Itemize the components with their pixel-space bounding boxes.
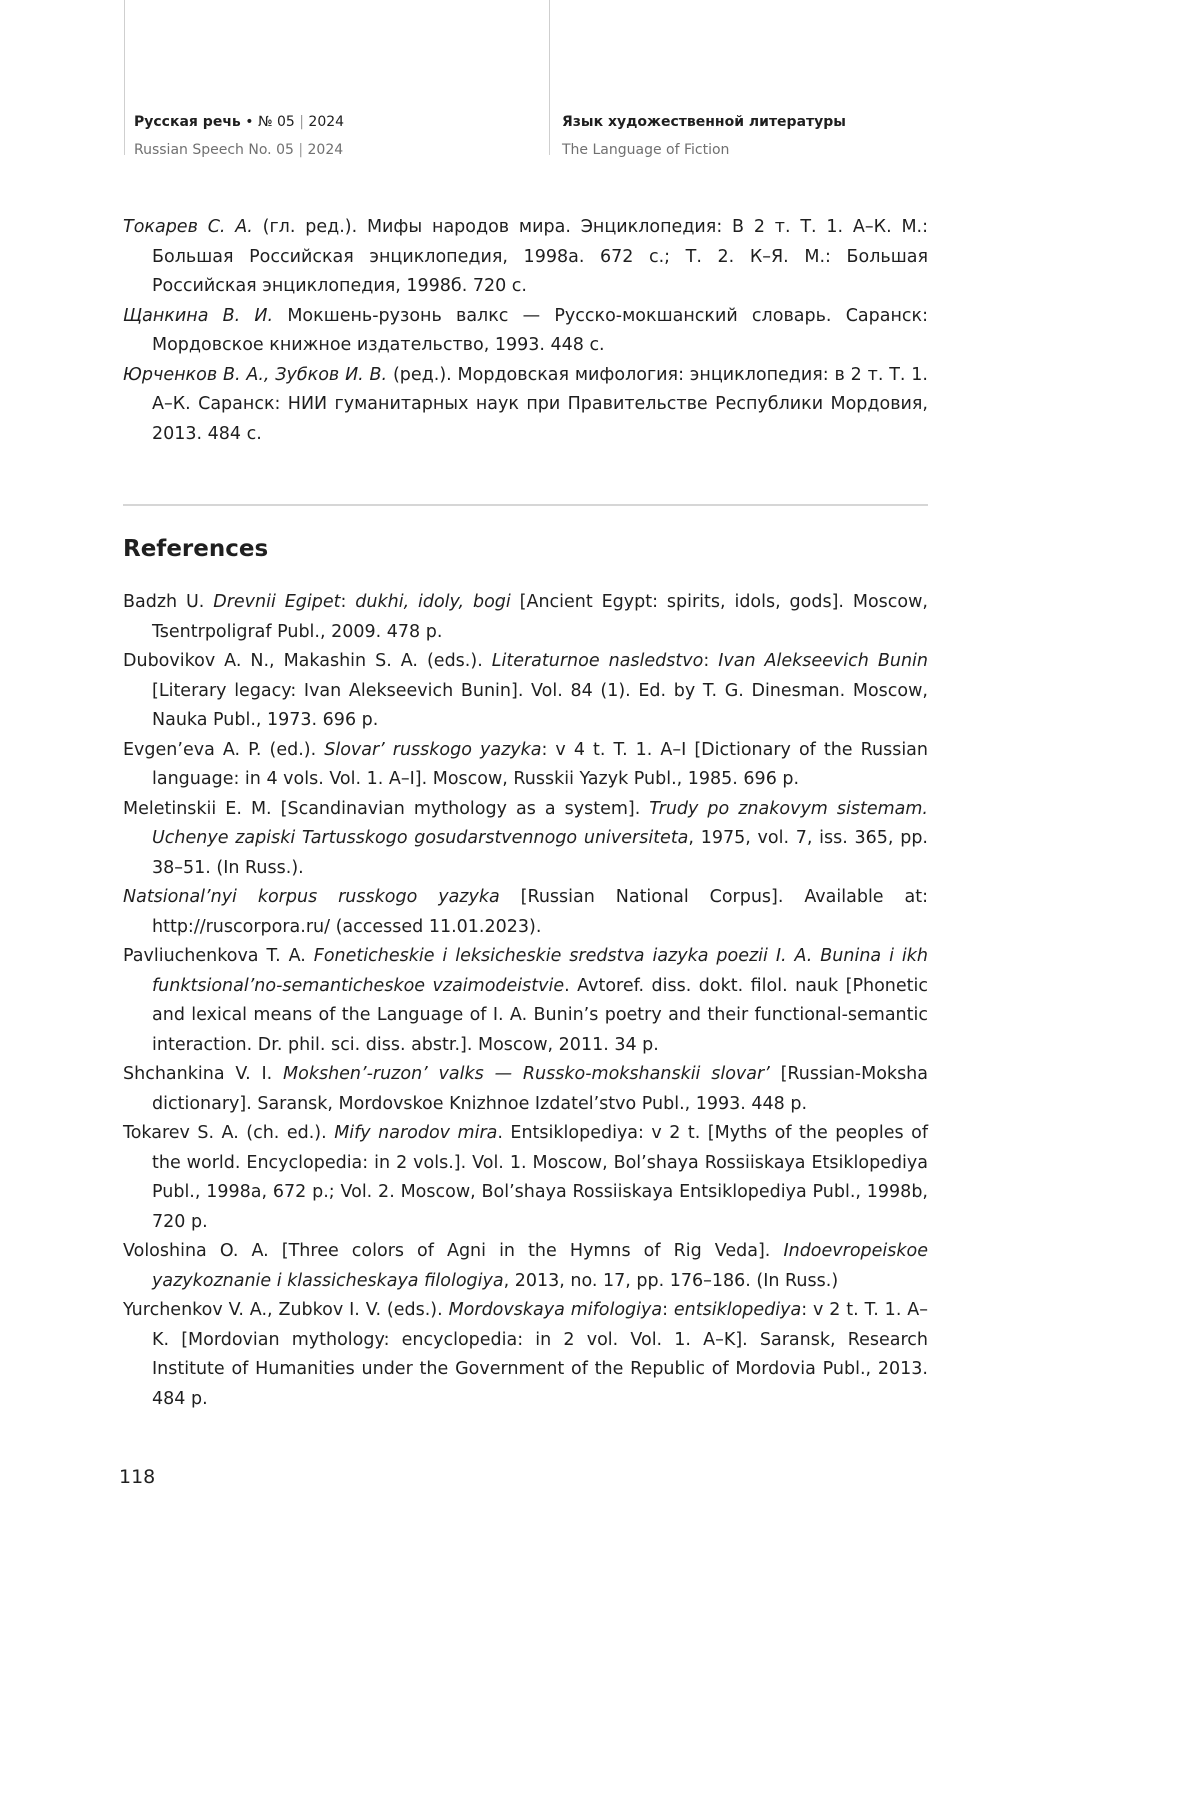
reference-title-italic: entsiklopediya [673,1300,802,1320]
reference-entry [123,1237,928,1296]
reference-text: Dubovikov A. N., Makashin S. A. (eds.). [123,651,492,671]
reference-text: : v 4 t. T. 1. A–I [Dictionary of the Russian language: in 4 vols. Vol. 1. A–I]. Moscow, Russkii Yazyk Publ., 1985. 696 p. [152,739,928,789]
reference-title-italic: Drevnii Egipet [213,592,341,612]
reference-entry [123,647,928,736]
reference-text: [Literary legacy: Ivan Alekseevich Bunin]. Vol. 84 (1). Ed. by T. G. Dinesman. Moscow, Nauka Publ., 1973. 696 p. [152,680,928,730]
reference-text: Yurchenkov V. A., Zubkov I. V. (eds.). [123,1300,449,1320]
reference-text: : v 2 t. T. 1. A–K. [Mordovian mythology: encyclopedia: in 2 vol. Vol. 1. A–K]. Saransk, Research Institute of Humanities under the Government of the Republic of Mordovia Publ., 2013. 484 p. [152,1300,928,1409]
reference-title-italic: Indoevropeiskoe yazykoznanie i klassicheskaya filologiya [152,1241,928,1291]
references-list [123,588,928,1414]
reference-entry [123,942,928,1060]
reference-text: : [662,1300,674,1320]
reference-text: Tokarev S. A. (ch. ed.). [123,1123,335,1143]
reference-title-italic: Foneticheskie i leksicheskie sredstva iazyka poezii I. A. Bunina i ikh funktsional’no-semanticheskoe vzaimodeistvie [152,946,928,996]
reference-entry [123,1060,928,1119]
reference-text: Voloshina O. A. [Three colors of Agni in the Hymns of Rig Veda]. [123,1241,784,1261]
reference-text: , 2013, no. 17, pp. 176–186. (In Russ.) [503,1270,839,1291]
reference-title-italic: Trudy po znakovym sistemam. Uchenye zapiski Tartusskogo gosudarstvennogo universiteta [152,798,928,848]
reference-text: Shchankina V. I. [123,1064,284,1084]
journal-title-ru: Русская речь • № 05 | 2024 [134,114,345,130]
reference-text: [Russian-Moksha dictionary]. Saransk, Mordovskoe Knizhnoe Izdatel’stvo Publ., 1993. 448 p. [152,1064,928,1114]
russian-bibliography [123,213,928,449]
bibliography-entry: Щанкина В. И. Мокшень-рузонь валкс — Русско-мокшанский словарь. Саранск: Мордовское книжное издательство, 1993. 448 с. [123,305,928,355]
reference-entry [123,736,928,795]
page-number: 118 [119,1466,156,1488]
running-header-section [562,108,846,164]
reference-text: [Russian National Corpus]. Available at: http://ruscorpora.ru/ (accessed 11.01.2023). [152,887,928,937]
reference-title-italic: Slovar’ russkogo yazyka [324,739,542,760]
reference-entry [123,1296,928,1414]
bibliography-entry: Юрченков В. А., Зубков И. В. (ред.). Мордовская мифология: энциклопедия: в 2 т. Т. 1. А–К. Саранск: НИИ гуманитарных наук при Правительстве Республики Мордовия, 2013. 484 с. [123,364,928,444]
reference-title-italic: Natsional’nyi korpus russkogo yazyka [123,887,500,907]
reference-entry [123,795,928,884]
reference-text: . Avtoref. diss. dokt. filol. nauk [Phonetic and lexical means of the Language of I. A. Bunin’s poetry and their functional-semantic interaction. Dr. phil. sci. diss. abstr.]. Moscow, 2011. 34 p. [152,975,929,1055]
header-rule-middle [549,0,550,155]
header-rule-left [124,0,125,155]
reference-entry [123,588,928,647]
section-divider [123,504,928,506]
reference-entry [123,883,928,942]
reference-title-italic: Mify narodov mira [334,1123,498,1143]
reference-text: Evgen’eva A. P. (ed.). [123,739,325,760]
reference-title-italic: Literaturnoe nasledstvo [491,651,704,671]
section-title-ru: Язык художественной литературы [562,114,846,130]
reference-text: , 1975, vol. 7, iss. 365, pp. 38–51. (In Russ.). [152,828,928,878]
reference-text: . Entsiklopediya: v 2 t. [Myths of the peoples of the world. Encyclopedia: in 2 vols.]. Vol. 1. Moscow, Bol’shaya Rossiiskaya Etsiklopediya Publ., 1998a, 672 p.; Vol. 2. Moscow, Bol’shaya Rossiiskaya Entsiklopediya Publ., 1998b, 720 p. [152,1123,928,1232]
journal-title-en: Russian Speech No. 05 | 2024 [134,142,344,158]
bibliography-entry: Токарев С. А. (гл. ред.). Мифы народов мира. Энциклопедия: В 2 т. Т. 1. А–К. М.: Большая Российская энциклопедия, 1998а. 672 с.; Т. 2. К–Я. М.: Большая Российская энциклопедия, 1998б. 720 с. [123,217,928,296]
section-title-en: The Language of Fiction [562,142,730,158]
reference-title-italic: Mokshen’-ruzon’ valks — Russko-mokshanskii slovar’ [283,1064,770,1084]
reference-entry [123,1119,928,1237]
running-header-journal [134,108,344,164]
reference-title-italic: Ivan Alekseevich Bunin [718,651,928,671]
reference-text: [Ancient Egypt: spirits, idols, gods]. Moscow, Tsentrpoligraf Publ., 2009. 478 p. [152,592,928,642]
reference-title-italic: dukhi, idoly, bogi [355,592,511,612]
reference-text: Meletinskii E. M. [Scandinavian mythology as a system]. [123,798,650,819]
reference-text: Badzh U. [123,592,214,612]
reference-text: Pavliuchenkova T. A. [123,946,314,966]
reference-text: : [703,651,719,671]
reference-title-italic: Mordovskaya mifologiya [448,1300,663,1320]
reference-text: : [340,592,356,612]
references-heading: References [123,536,269,562]
